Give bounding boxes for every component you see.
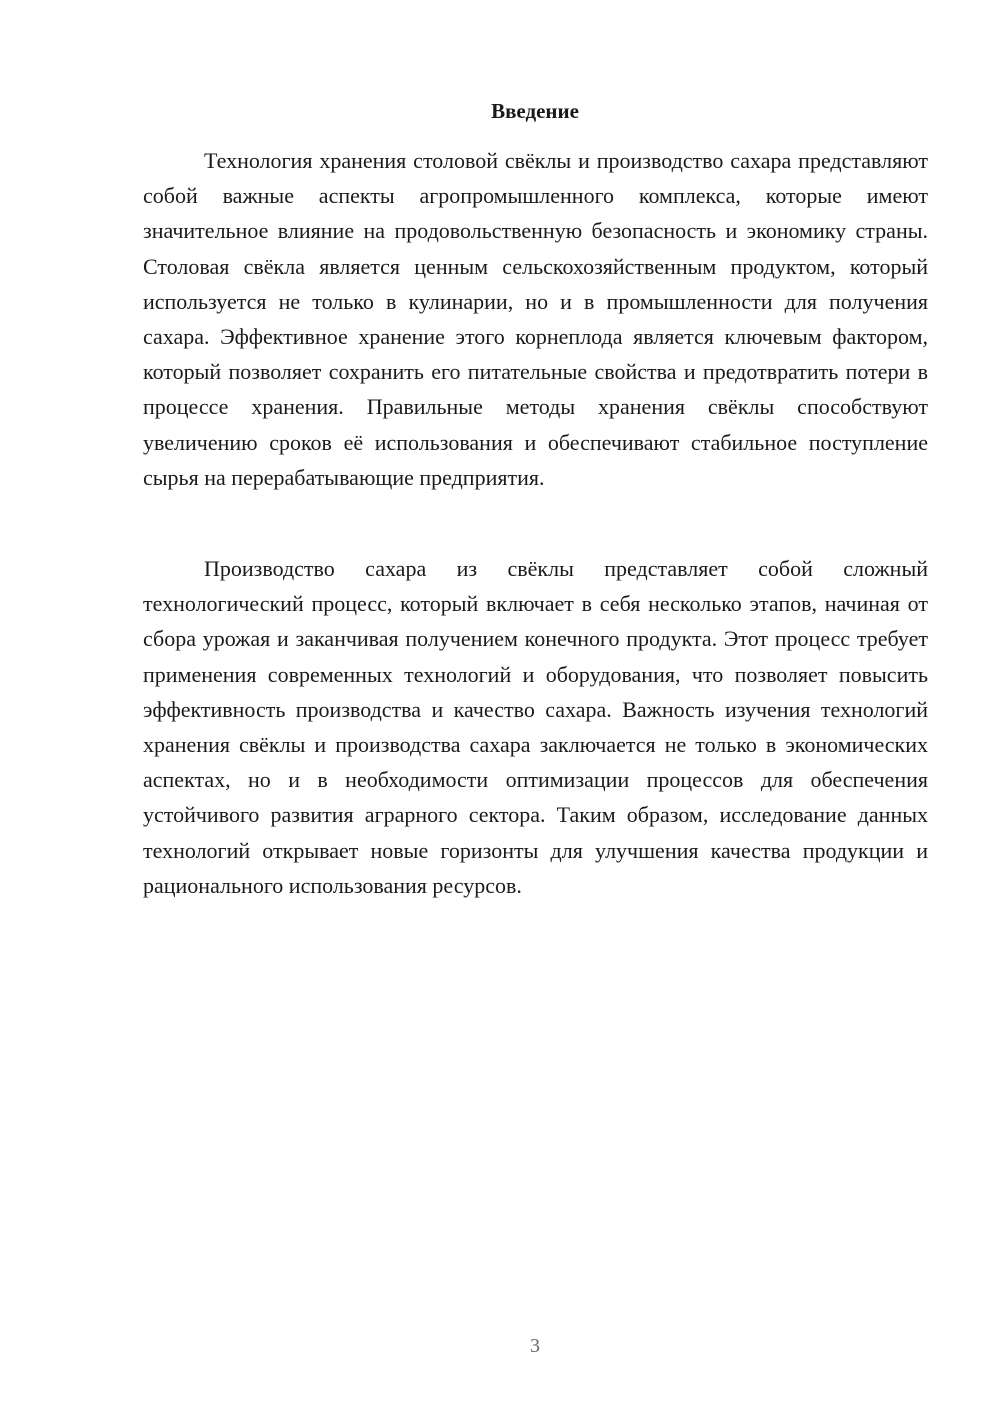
paragraph-2: Производство сахара из свёклы представляет собой сложный технологический процесс, который включает в себя несколько этапов, начиная от сбора урожая и заканчивая получением конечного продукта. Этот процесс требует применения современных технологий и оборудования, что позволяет повысить эффективность производства и качество сахара. Важность изучения технологий хранения свёклы и производства сахара заключается не только в экономических аспектах, но и в необходимости оптимизации процессов для обеспечения устойчивого развития аграрного сектора. Таким образом, исследование данных технологий открывает новые горизонты для улучшения качества продукции и рационального использования ресурсов.: [143, 556, 928, 898]
page-number: 3: [530, 1335, 540, 1357]
section-heading: Введение: [491, 99, 579, 123]
paragraph-1: Технология хранения столовой свёклы и производство сахара представляют собой важные аспекты агропромышленного комплекса, которые имеют значительное влияние на продовольственную безопасность и экономику страны. Столовая свёкла является ценным сельскохозяйственным продуктом, который используется не только в кулинарии, но и в промышленности для получения сахара. Эффективное хранение этого корнеплода является ключевым фактором, который позволяет сохранить его питательные свойства и предотвратить потери в процессе хранения. Правильные методы хранения свёклы способствуют увеличению сроков её использования и обеспечивают стабильное поступление сырья на перерабатывающие предприятия.: [143, 148, 928, 490]
